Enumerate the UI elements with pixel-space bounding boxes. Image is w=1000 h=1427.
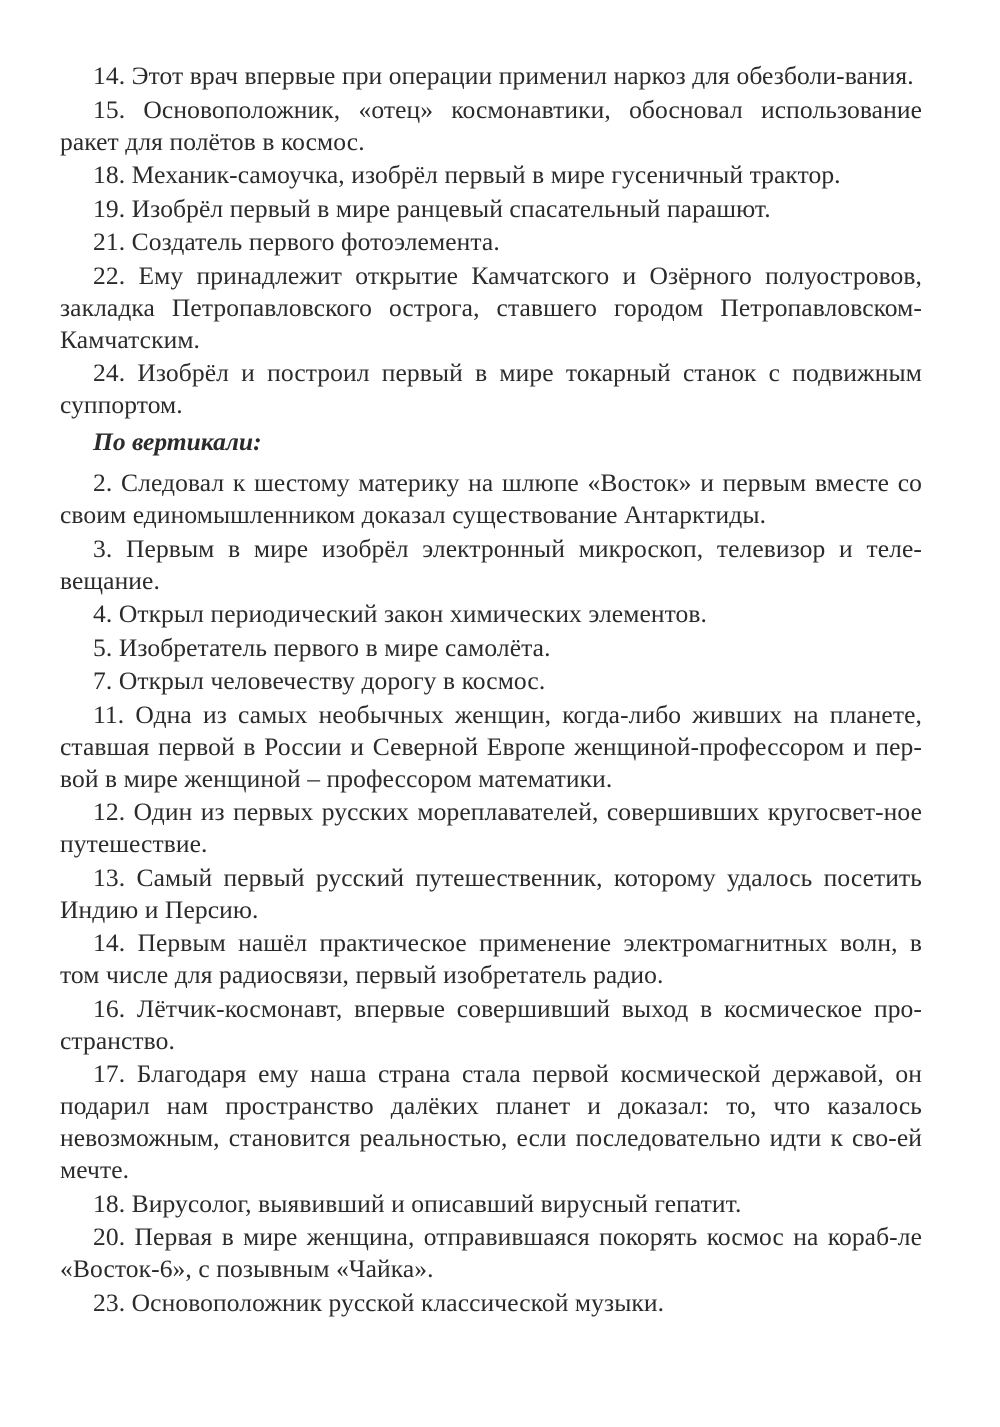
clue-text: Следовал к шестому материку на шлюпе «Восток» и первым вместе со своим единомышленником доказал существование Антарктиды.: [60, 468, 922, 529]
clue-vertical-20: [60, 1221, 922, 1285]
clue-text: Изобрёл первый в мире ранцевый спасательный парашют.: [131, 193, 771, 223]
clue-text: Этот врач впервые при операции применил наркоз для обезболи-вания.: [131, 61, 914, 90]
section-heading-vertical: По вертикали:: [93, 427, 262, 456]
clue-text: Один из первых русских мореплавателей, совершивших кругосвет-ное путешествие.: [60, 797, 922, 858]
clue-text: Лётчик-космонавт, впервые совершивший выход в космическое про-странство.: [60, 993, 922, 1055]
clue-text: Одна из самых необычных женщин, когда-либо живших на планете, ставшая первой в России и Северной Европе женщиной-профессором и пер-вой в мире женщиной – профессором математики.: [60, 699, 922, 793]
clue-vertical-14: [60, 927, 922, 991]
clue-number: 13.: [93, 862, 126, 892]
clue-number: 15.: [93, 94, 126, 124]
clue-text: Вирусолог, выявивший и описавший вирусный гепатит.: [131, 1188, 742, 1218]
clue-vertical-12: [60, 796, 922, 860]
clue-text: Первая в мире женщина, отправившаяся покорять космос на кораб-ле «Восток-6», с позывным «Чайка».: [60, 1222, 923, 1283]
clue-number: 12.: [93, 797, 126, 826]
clue-number: 21.: [93, 227, 126, 256]
clue-vertical-11: [60, 699, 922, 795]
clue-vertical-13: [60, 862, 922, 926]
clue-across-18: [60, 159, 922, 191]
clue-number: 19.: [93, 193, 126, 223]
clue-number: 11.: [93, 699, 125, 729]
clue-text: Первым в мире изобрёл электронный микроскоп, телевизор и теле-вещание.: [60, 533, 922, 595]
clue-text: Основоположник русской классической музыки.: [131, 1287, 665, 1317]
clue-number: 23.: [93, 1287, 126, 1317]
clue-number: 18.: [93, 160, 126, 189]
across-clues: [60, 60, 922, 421]
clue-across-19: [60, 193, 922, 225]
clue-vertical-23: [60, 1287, 922, 1319]
clue-vertical-17: [60, 1058, 922, 1186]
clue-vertical-2: [60, 467, 922, 531]
clue-text: Механик-самоучка, изобрёл первый в мире гусеничный трактор.: [131, 160, 841, 189]
clue-number: 18.: [93, 1188, 126, 1218]
clue-number: 14.: [93, 61, 126, 90]
clue-number: 2.: [93, 468, 113, 497]
clue-vertical-3: [60, 533, 922, 597]
clue-text: Открыл человечеству дорогу в космос.: [118, 666, 546, 695]
document-page: [60, 60, 922, 1320]
clue-number: 14.: [93, 928, 126, 957]
clue-number: 22.: [93, 260, 126, 290]
clue-across-24: [60, 357, 922, 421]
clue-number: 20.: [93, 1222, 126, 1251]
clue-text: Ему принадлежит открытие Камчатского и Озёрного полуостровов, закладка Петропавловского острога, ставшего городом Петропавловском-Камчатским.: [60, 260, 922, 354]
clue-across-22: [60, 260, 922, 356]
clue-text: Основоположник, «отец» космонавтики, обосновал использование ракет для полётов в космос.: [60, 94, 922, 156]
clue-number: 7.: [93, 666, 113, 695]
clue-vertical-7: [60, 665, 922, 697]
clue-text: Создатель первого фотоэлемента.: [131, 227, 500, 256]
clue-text: Открыл периодический закон химических элементов.: [118, 599, 707, 628]
clue-vertical-16: [60, 993, 922, 1057]
clue-vertical-18: [60, 1188, 922, 1220]
clue-number: 17.: [93, 1059, 126, 1088]
clue-vertical-5: [60, 632, 922, 664]
clue-text: Изобретатель первого в мире самолёта.: [118, 632, 551, 662]
clue-number: 3.: [93, 533, 113, 563]
clue-number: 16.: [93, 993, 126, 1023]
clue-across-15: [60, 94, 922, 158]
clue-text: Самый первый русский путешественник, которому удалось посетить Индию и Персию.: [60, 862, 922, 924]
clue-number: 5.: [93, 632, 113, 662]
clue-number: 4.: [93, 599, 113, 628]
clue-across-21: [60, 226, 922, 258]
clue-across-14: [60, 60, 922, 92]
vertical-clues: [60, 467, 922, 1319]
clue-text: Первым нашёл практическое применение электромагнитных волн, в том числе для радиосвязи, первый изобретатель радио.: [60, 928, 922, 989]
clue-text: Изобрёл и построил первый в мире токарный станок с подвижным суппортом.: [60, 358, 922, 419]
clue-text: Благодаря ему наша страна стала первой космической державой, он подарил нам пространство далёких планет и доказал: то, что казалось невозможным, становится реальностью, если последовательно идти к сво-ей мечте.: [60, 1059, 922, 1184]
clue-vertical-4: [60, 598, 922, 630]
clue-number: 24.: [93, 358, 126, 387]
